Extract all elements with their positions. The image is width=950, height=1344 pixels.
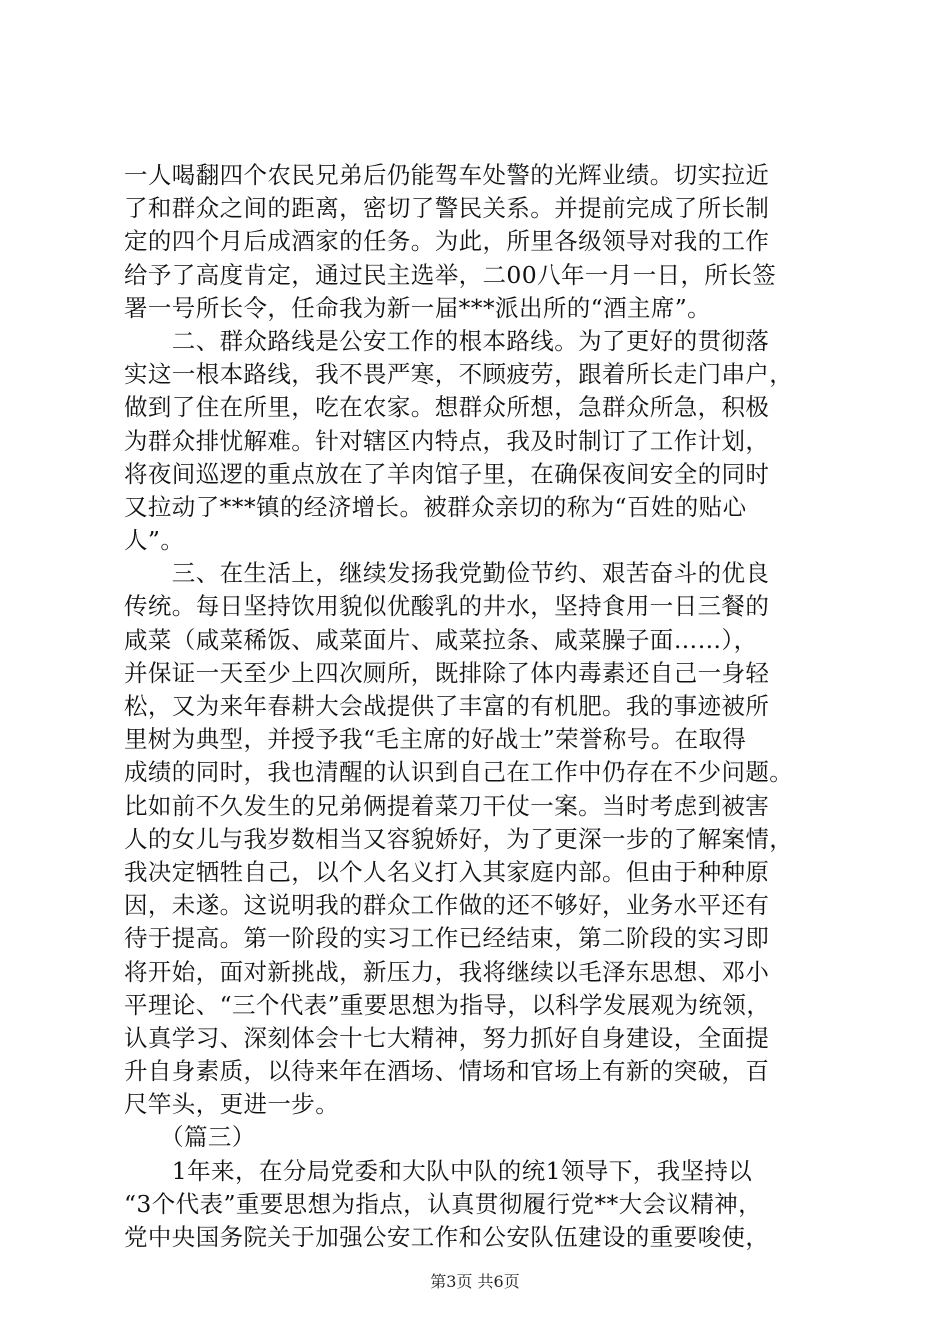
page-number-footer: 第3页 共6页 — [430, 1272, 520, 1291]
text-line: 给予了高度肯定，通过民主选举，二00八年一月一日，所长签 — [124, 260, 777, 289]
text-line: 咸菜（咸菜稀饭、咸菜面片、咸菜拉条、咸菜臊子面……）， — [124, 625, 758, 654]
text-line: 做到了住在所里，吃在农家。想群众所想，急群众所急，积极 — [124, 393, 770, 422]
text-line: 党中央国务院关于加强公安工作和公安队伍建设的重要唆使， — [124, 1223, 770, 1251]
text-line: 二、群众路线是公安工作的根本路线。为了更好的贯彻落 — [124, 326, 770, 355]
text-line: 一人喝翻四个农民兄弟后仍能驾车处警的光辉业绩。切实拉近 — [124, 161, 770, 189]
text-line: “3个代表”重要思想为指点，认真贯彻履行党**大会议精神， — [124, 1189, 763, 1218]
text-line: 并保证一天至少上四次厕所，既排除了体内毒素还自己一身轻 — [124, 658, 770, 687]
text-line: 定的四个月后成酒家的任务。为此，所里各级领导对我的工作 — [124, 227, 770, 256]
text-line: 为群众排忧解难。针对辖区内特点，我及时制订了工作计划， — [124, 426, 770, 455]
text-line: 成绩的同时，我也清醒的认识到自己在工作中仍存在不少问题。 — [124, 758, 794, 787]
text-line: 认真学习、深刻体会十七大精神，努力抓好自身建设，全面提 — [124, 1023, 770, 1052]
text-line: 传统。每日坚持饮用貌似优酸乳的井水，坚持食用一日三餐的 — [124, 592, 770, 621]
text-line: 将夜间巡逻的重点放在了羊肉馆子里，在确保夜间安全的同时 — [124, 459, 770, 488]
text-line: 平理论、“三个代表”重要思想为指导，以科学发展观为统领， — [124, 990, 771, 1019]
text-line: 待于提高。第一阶段的实习工作已经结束，第二阶段的实习即 — [124, 924, 770, 953]
text-line: 里树为典型，并授予我“毛主席的好战士”荣誉称号。在取得 — [124, 725, 747, 754]
text-line: 实这一根本路线，我不畏严寒，不顾疲劳，跟着所长走门串户， — [124, 360, 794, 389]
text-line: 松，又为来年春耕大会战提供了丰富的有机肥。我的事迹被所 — [124, 692, 770, 720]
text-line: 我决定牺牲自己，以个人名义打入其家庭内部。但由于种种原 — [124, 857, 770, 886]
text-line: 因，未遂。这说明我的群众工作做的还不够好，业务水平还有 — [124, 891, 770, 920]
text-line: 比如前不久发生的兄弟俩提着菜刀干仗一案。当时考虑到被害 — [124, 791, 770, 820]
text-line: 1年来，在分局党委和大队中队的统1领导下，我坚持以 — [124, 1156, 753, 1185]
text-line: 人的女儿与我岁数相当又容貌娇好，为了更深一步的了解案情， — [124, 824, 794, 853]
text-line: 尺竿头，更进一步。 — [124, 1090, 340, 1119]
text-line: 人”。 — [124, 526, 185, 555]
text-line: 三、在生活上，继续发扬我党勤俭节约、艰苦奋斗的优良 — [124, 559, 770, 588]
text-line: 了和群众之间的距离，密切了警民关系。并提前完成了所长制 — [124, 194, 770, 223]
text-line: 升自身素质，以待来年在酒场、情场和官场上有新的突破，百 — [124, 1057, 770, 1086]
body-text — [124, 159, 836, 1254]
text-line: 又拉动了***镇的经济增长。被群众亲切的称为“百姓的贴心 — [124, 492, 747, 521]
section-heading: （篇三） — [124, 1123, 256, 1152]
text-line: 将开始，面对新挑战，新压力，我将继续以毛泽东思想、邓小 — [124, 957, 770, 986]
text-line: 署一号所长令，任命我为新一届***派出所的“酒主席”。 — [124, 293, 712, 322]
